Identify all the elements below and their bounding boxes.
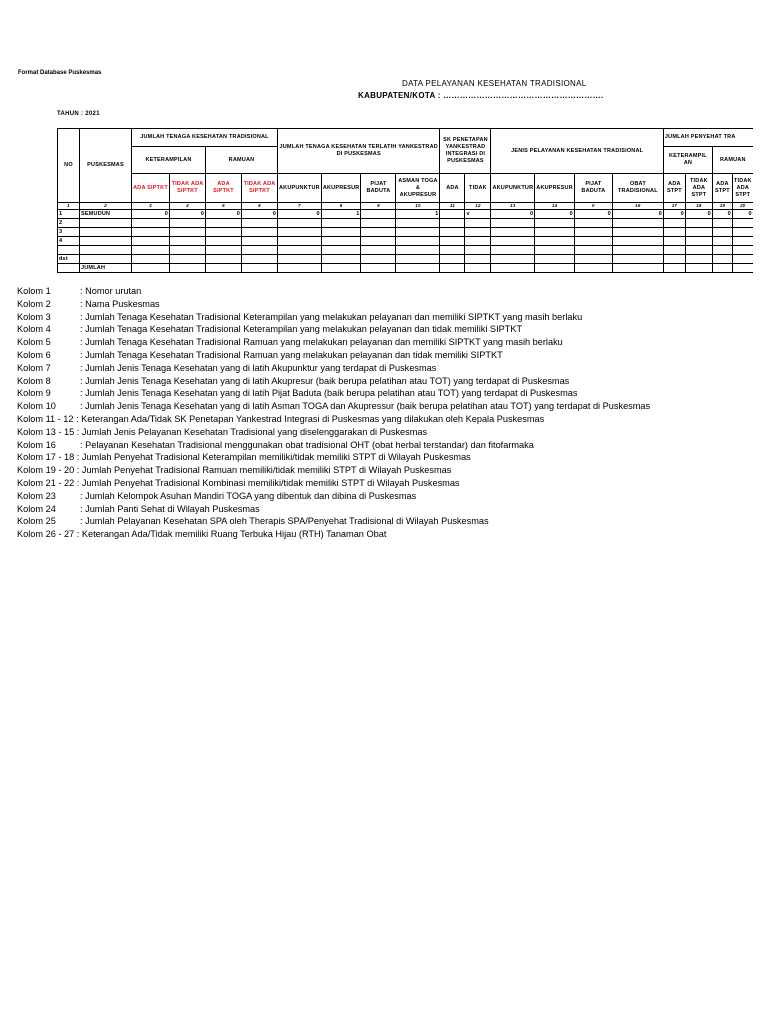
- row-value: [440, 228, 465, 237]
- row-value: [712, 228, 732, 237]
- row-value: 0: [535, 210, 575, 219]
- header-terlatih: JUMLAH TENAGA KESEHATAN TERLATIH YANKESTRAD DI PUSKESMAS: [278, 129, 440, 174]
- table-row: [58, 219, 753, 228]
- row-value: [278, 219, 322, 228]
- column-number: 1: [58, 203, 80, 210]
- header-jenis: JENIS PELAYANAN KESEHATAN TRADISIONAL: [491, 129, 663, 174]
- note-text: : Jumlah Jenis Tenaga Kesehatan yang di latih Akupresur (baik berupa pelatihan atau TOT) yang terdapat di Puskesmas: [80, 375, 570, 386]
- header-penyehat: JUMLAH PENYEHAT TRA: [663, 129, 752, 147]
- column-notes: [17, 285, 717, 541]
- jumlah-no-cell: [58, 264, 80, 273]
- note-text: : Jumlah Pelayanan Kesehatan SPA oleh Therapis SPA/Penyehat Tradisional di Wilayah Puskesmas: [80, 516, 489, 527]
- row-value: [242, 219, 278, 228]
- header-akupresur: AKUPRESUR: [321, 174, 361, 203]
- column-note: [17, 362, 717, 375]
- row-value: 0: [574, 210, 612, 219]
- row-value: [440, 237, 465, 246]
- page-title: DATA PELAYANAN KESEHATAN TRADISIONAL: [402, 79, 587, 88]
- note-text: : Jumlah Jenis Tenaga Kesehatan yang di latih Asman TOGA dan Akupressur (baik berupa pelatihan atau TOT) yang terdapat di Puskesmas: [80, 401, 651, 412]
- row-value: [663, 255, 685, 264]
- note-text: : Jumlah Tenaga Kesehatan Tradisional Keterampilan yang melakukan pelayanan dan tidak memiliki SIPTKT: [80, 324, 523, 335]
- column-note: [17, 336, 717, 349]
- row-value: 0: [663, 210, 685, 219]
- note-label: Kolom 7: [17, 362, 51, 373]
- header-tidak-stpt-2: TIDAK ADA STPT: [732, 174, 752, 203]
- note-label: Kolom 24: [17, 503, 56, 514]
- column-note: [17, 490, 717, 503]
- header-tidak: TIDAK: [465, 174, 491, 203]
- row-value: [612, 219, 663, 228]
- column-note: [17, 477, 717, 490]
- row-value: [132, 246, 170, 255]
- row-value: 0: [612, 210, 663, 219]
- column-number: 17: [663, 203, 685, 210]
- column-number: 20: [732, 203, 752, 210]
- note-label: Kolom 1: [17, 286, 51, 296]
- row-puskesmas-name: SEMUDUN: [80, 210, 132, 219]
- column-note: [17, 285, 717, 298]
- row-value: 0: [685, 210, 712, 219]
- row-value: [685, 219, 712, 228]
- row-value: [132, 219, 170, 228]
- note-label: Kolom 25: [17, 516, 56, 527]
- row-value: [612, 237, 663, 246]
- row-value: [440, 255, 465, 264]
- row-value: [732, 246, 752, 255]
- row-value: [663, 219, 685, 228]
- header-tidak-stpt-1: TIDAK ADA STPT: [685, 174, 712, 203]
- row-value: [396, 228, 440, 237]
- table-row: [58, 255, 753, 264]
- row-value: [242, 237, 278, 246]
- column-note: [17, 464, 717, 477]
- row-value: [491, 219, 535, 228]
- row-number: 4: [58, 237, 80, 246]
- column-note: [17, 298, 717, 311]
- row-value: [732, 237, 752, 246]
- column-note: [17, 426, 717, 439]
- tahun-label: TAHUN : 2021: [57, 111, 100, 117]
- column-note: [17, 323, 717, 336]
- note-text: Kolom 19 - 20 : Jumlah Penyehat Tradisional Ramuan memiliki/tidak memiliki STPT di Wilayah Puskesmas: [17, 465, 452, 476]
- row-value: [465, 246, 491, 255]
- row-puskesmas-name: [80, 255, 132, 264]
- row-value: [440, 246, 465, 255]
- row-value: [612, 246, 663, 255]
- column-number: 3: [132, 203, 170, 210]
- row-number: 3: [58, 228, 80, 237]
- row-value: [574, 237, 612, 246]
- table-row: [58, 237, 753, 246]
- row-value: [712, 255, 732, 264]
- row-value: [712, 246, 732, 255]
- row-value: [361, 219, 396, 228]
- header-tidak-siptkt-1: TIDAK ADA SIPTKT: [170, 174, 206, 203]
- row-value: [574, 246, 612, 255]
- row-value: [361, 228, 396, 237]
- row-value: [321, 219, 361, 228]
- note-text: Kolom 21 - 22 : Jumlah Penyehat Tradisional Kombinasi memiliki/tidak memiliki STPT di Wilayah Puskesmas: [17, 477, 460, 488]
- column-note: [17, 375, 717, 388]
- kabupaten-line: KABUPATEN/KOTA : ………………………………………………….: [358, 91, 604, 100]
- row-value: [170, 237, 206, 246]
- row-value: [206, 228, 242, 237]
- row-value: 0: [712, 210, 732, 219]
- row-puskesmas-name: [80, 237, 132, 246]
- column-number: 9: [361, 203, 396, 210]
- note-label: Kolom 9: [17, 388, 51, 399]
- data-table: [57, 128, 753, 273]
- row-value: [278, 228, 322, 237]
- row-value: [361, 237, 396, 246]
- row-value: [491, 228, 535, 237]
- row-value: [396, 246, 440, 255]
- note-text: Kolom 13 - 15 : Jumlah Jenis Pelayanan Kesehatan Tradisional yang diselenggarakan di Puskesmas: [17, 426, 428, 437]
- column-note: [17, 349, 717, 362]
- row-value: [321, 255, 361, 264]
- row-value: [321, 237, 361, 246]
- header-ramuan-2: RAMUAN: [712, 147, 752, 174]
- note-text: : Jumlah Kelompok Asuhan Mandiri TOGA yang dibentuk dan dibina di Puskesmas: [80, 490, 417, 501]
- header-ada-stpt-2: ADA STPT: [712, 174, 732, 203]
- header-pijat-2: PIJAT BADUTA: [574, 174, 612, 203]
- row-value: [206, 246, 242, 255]
- row-value: [440, 210, 465, 219]
- row-value: [612, 255, 663, 264]
- column-note: [17, 413, 717, 426]
- row-value: [574, 255, 612, 264]
- row-value: 0: [732, 210, 752, 219]
- header-sk: SK PENETAPAN YANKESTRAD INTEGRASI DI PUSKESMAS: [440, 129, 491, 174]
- column-number: 2: [80, 203, 132, 210]
- row-value: 0: [278, 210, 322, 219]
- header-jumlah-tenaga: JUMLAH TENAGA KESEHATAN TRADISIONAL: [132, 129, 278, 147]
- jumlah-label: JUMLAH: [80, 264, 132, 273]
- table-row: [58, 210, 753, 219]
- row-value: [278, 255, 322, 264]
- row-value: [535, 255, 575, 264]
- row-value: [321, 228, 361, 237]
- column-number: 5: [206, 203, 242, 210]
- row-value: [242, 228, 278, 237]
- column-note: [17, 503, 717, 516]
- row-value: [465, 219, 491, 228]
- row-value: [732, 255, 752, 264]
- row-number: dst: [58, 255, 80, 264]
- header-ada-stpt-1: ADA STPT: [663, 174, 685, 203]
- row-value: [278, 237, 322, 246]
- note-text: : Jumlah Tenaga Kesehatan Tradisional Keterampilan yang melakukan pelayanan dan memiliki SIPTKT yang masih berlaku: [80, 311, 583, 322]
- row-value: 0: [206, 210, 242, 219]
- column-note: [17, 451, 717, 464]
- column-number: 14: [535, 203, 575, 210]
- header-akupunktur: AKUPUNKTUR: [278, 174, 322, 203]
- note-text: : Jumlah Jenis Tenaga Kesehatan yang di latih Akupunktur yang terdapat di Puskesmas: [80, 362, 437, 373]
- row-value: [278, 246, 322, 255]
- row-value: 1: [321, 210, 361, 219]
- header-asman: ASMAN TOGA & AKUPRESUR: [396, 174, 440, 203]
- header-puskesmas: PUSKESMAS: [80, 129, 132, 203]
- row-number: 1: [58, 210, 80, 219]
- column-number: 18: [685, 203, 712, 210]
- header-ada-siptkt-1: ADA SIPTKT: [132, 174, 170, 203]
- note-label: Kolom 23: [17, 490, 56, 501]
- column-number: 16: [612, 203, 663, 210]
- note-text: : Jumlah Jenis Tenaga Kesehatan yang di latih Pijat Baduta (baik berupa pelatihan atau TOT) yang terdapat di Puskesmas: [80, 388, 578, 399]
- row-value: [440, 219, 465, 228]
- row-value: [663, 237, 685, 246]
- row-value: [170, 228, 206, 237]
- row-value: [206, 219, 242, 228]
- note-text: Kolom 17 - 18 : Jumlah Penyehat Tradisional Keterampilan memiliki/tidak memiliki STPT di Wilayah Puskesmas: [17, 452, 471, 463]
- header-pijat: PIJAT BADUTA: [361, 174, 396, 203]
- row-value: [361, 255, 396, 264]
- row-value: [321, 246, 361, 255]
- row-value: [206, 255, 242, 264]
- note-label: Kolom 3: [17, 311, 51, 322]
- row-value: [574, 228, 612, 237]
- row-value: [491, 237, 535, 246]
- row-value: 0: [132, 210, 170, 219]
- column-number: 0: [574, 203, 612, 210]
- column-number: 13: [491, 203, 535, 210]
- column-number: 19: [712, 203, 732, 210]
- header-ada-siptkt-2: ADA SIPTKT: [206, 174, 242, 203]
- column-note: [17, 387, 717, 400]
- row-value: [712, 237, 732, 246]
- note-text: Kolom 26 - 27 : Keterangan Ada/Tidak memiliki Ruang Terbuka Hijau (RTH) Tanaman Obat: [17, 529, 387, 540]
- row-value: [491, 246, 535, 255]
- table-row: [58, 228, 753, 237]
- row-puskesmas-name: [80, 228, 132, 237]
- header-ramuan: RAMUAN: [206, 147, 278, 174]
- row-value: [685, 237, 712, 246]
- row-puskesmas-name: [80, 219, 132, 228]
- row-value: [732, 219, 752, 228]
- row-value: [170, 219, 206, 228]
- row-value: [170, 255, 206, 264]
- header-akupresur-2: AKUPRESUR: [535, 174, 575, 203]
- row-value: [535, 237, 575, 246]
- row-value: [465, 228, 491, 237]
- column-number: 7: [278, 203, 322, 210]
- note-text: Kolom 11 - 12 : Keterangan Ada/Tidak SK Penetapan Yankestrad Integrasi di Puskesmas yang dilakukan oleh Kepala Puskesmas: [17, 413, 545, 424]
- row-value: [132, 255, 170, 264]
- header-keterampilan: KETERAMPILAN: [132, 147, 206, 174]
- column-number-row: [58, 203, 753, 210]
- row-value: [535, 246, 575, 255]
- header-obat: OBAT TRADISIONAL: [612, 174, 663, 203]
- row-value: [685, 246, 712, 255]
- row-value: [612, 228, 663, 237]
- row-value: [361, 246, 396, 255]
- header-ada: ADA: [440, 174, 465, 203]
- format-label: Format Database Puskesmas: [18, 70, 102, 76]
- column-number: 10: [396, 203, 440, 210]
- header-tidak-siptkt-2: TIDAK ADA SIPTKT: [242, 174, 278, 203]
- column-note: [17, 439, 717, 452]
- note-label: Kolom 5: [17, 337, 51, 348]
- row-value: [206, 237, 242, 246]
- row-value: [396, 237, 440, 246]
- note-label: Kolom 6: [17, 349, 51, 360]
- note-text: : Jumlah Panti Sehat di Wilayah Puskesmas: [80, 503, 260, 514]
- row-value: [732, 228, 752, 237]
- row-value: 0: [242, 210, 278, 219]
- row-value: [535, 219, 575, 228]
- row-value: [685, 255, 712, 264]
- row-number: 2: [58, 219, 80, 228]
- row-value: [242, 255, 278, 264]
- row-value: [361, 210, 396, 219]
- row-value: [242, 246, 278, 255]
- column-number: 12: [465, 203, 491, 210]
- row-value: [396, 255, 440, 264]
- note-text: : Jumlah Tenaga Kesehatan Tradisional Ramuan yang melakukan pelayanan dan tidak memiliki SIPTKT: [80, 349, 503, 360]
- row-value: [574, 219, 612, 228]
- note-label: Kolom 2: [17, 298, 51, 309]
- row-value: 1: [396, 210, 440, 219]
- header-akupunktur-2: AKUPUNKTUR: [491, 174, 535, 203]
- row-value: [465, 255, 491, 264]
- row-puskesmas-name: [80, 246, 132, 255]
- row-value: 0: [170, 210, 206, 219]
- note-text: : Nama Puskesmas: [80, 298, 160, 309]
- note-text: : Jumlah Tenaga Kesehatan Tradisional Ramuan yang melakukan pelayanan dan memiliki SIPTKT yang masih berlaku: [80, 337, 563, 348]
- row-value: [132, 237, 170, 246]
- row-value: [685, 228, 712, 237]
- column-note: [17, 311, 717, 324]
- column-number: 6: [242, 203, 278, 210]
- row-value: [491, 255, 535, 264]
- row-value: [170, 246, 206, 255]
- row-value: [132, 228, 170, 237]
- row-value: [396, 219, 440, 228]
- note-text: : Nomor urutan: [80, 286, 142, 296]
- header-keterampilan-2: KETERAMPIL AN: [663, 147, 712, 174]
- column-number: 8: [321, 203, 361, 210]
- note-label: Kolom 4: [17, 324, 51, 335]
- row-value: [663, 228, 685, 237]
- note-label: Kolom 10: [17, 401, 56, 412]
- row-value: 0: [491, 210, 535, 219]
- column-number: 4: [170, 203, 206, 210]
- column-note: [17, 400, 717, 413]
- column-note: [17, 515, 717, 528]
- header-no: NO: [58, 129, 80, 203]
- row-value: [465, 237, 491, 246]
- column-number: 11: [440, 203, 465, 210]
- table-row: [58, 246, 753, 255]
- row-value: [712, 219, 732, 228]
- row-value: v: [465, 210, 491, 219]
- note-label: Kolom 16: [17, 439, 56, 450]
- note-text: : Pelayanan Kesehatan Tradisional menggunakan obat tradisional OHT (obat herbal terstandar) dan fitofarmaka: [80, 439, 534, 450]
- row-value: [535, 228, 575, 237]
- row-number: [58, 246, 80, 255]
- row-value: [663, 246, 685, 255]
- note-label: Kolom 8: [17, 375, 51, 386]
- column-note: [17, 528, 717, 541]
